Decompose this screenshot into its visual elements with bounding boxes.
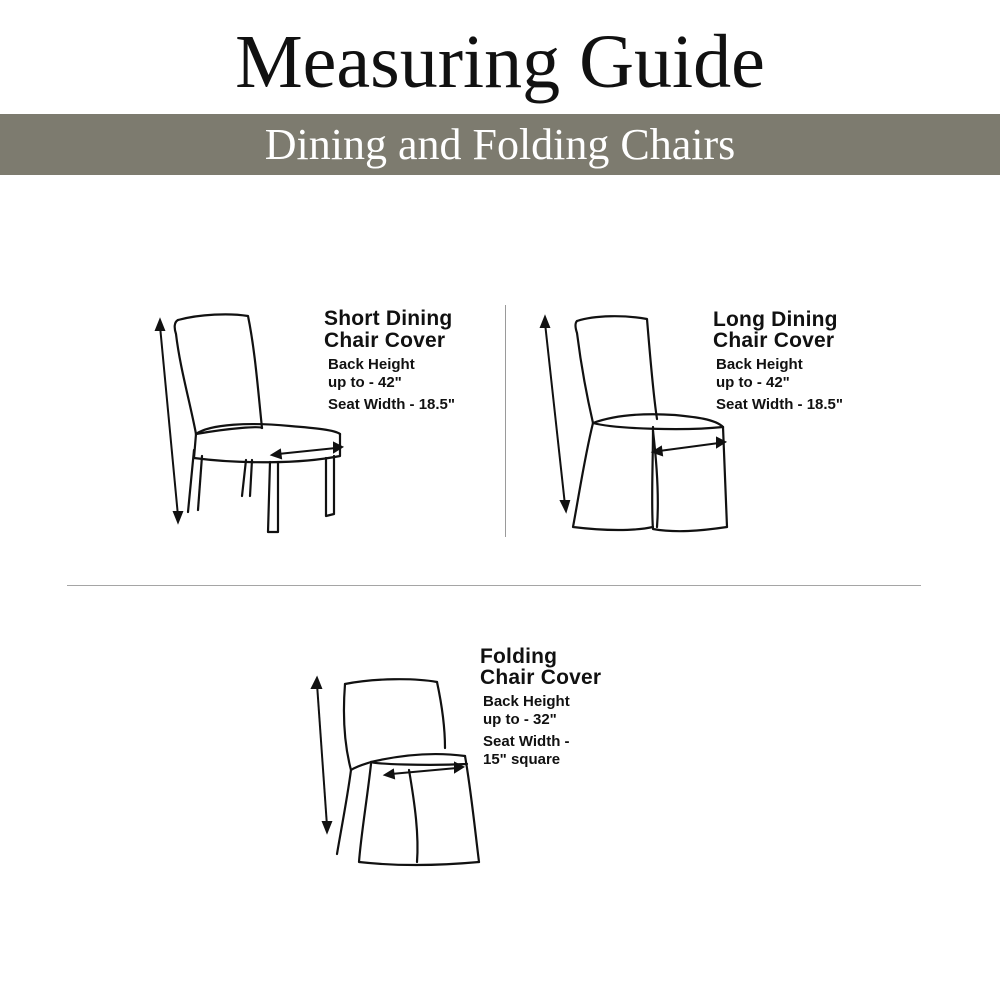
subtitle-band <box>0 114 1000 175</box>
vertical-divider <box>505 305 506 537</box>
folding-chair-illustration <box>305 640 490 870</box>
long-seat-width: Seat Width - 18.5" <box>716 396 844 413</box>
long-dining-chair-panel <box>535 305 895 540</box>
folding-cover-name-line1: Folding <box>480 645 558 668</box>
short-cover-name-line2: Chair Cover <box>324 329 446 352</box>
short-dining-chair-panel <box>150 300 500 540</box>
horizontal-divider <box>67 585 921 586</box>
long-dining-chair-illustration <box>535 305 735 540</box>
short-back-height-value: up to - 42" <box>328 374 402 391</box>
long-cover-name-line1: Long Dining <box>713 308 838 331</box>
long-back-height-label: Back Height <box>716 356 803 373</box>
folding-cover-name-line2: Chair Cover <box>480 666 602 689</box>
page-title: Measuring Guide <box>235 20 765 104</box>
short-seat-width: Seat Width - 18.5" <box>328 396 456 413</box>
folding-back-height-value: up to - 32" <box>483 711 557 728</box>
folding-seat-width-label: Seat Width - <box>483 733 570 750</box>
folding-back-height-label: Back Height <box>483 693 570 710</box>
short-cover-name-line1: Short Dining <box>324 307 453 330</box>
long-back-height-value: up to - 42" <box>716 374 790 391</box>
folding-chair-panel <box>305 640 645 870</box>
short-back-height-label: Back Height <box>328 356 415 373</box>
short-dining-chair-illustration <box>150 300 350 540</box>
long-cover-name-line2: Chair Cover <box>713 329 835 352</box>
folding-seat-width-value: 15" square <box>483 751 561 768</box>
page-subtitle: Dining and Folding Chairs <box>264 120 736 169</box>
